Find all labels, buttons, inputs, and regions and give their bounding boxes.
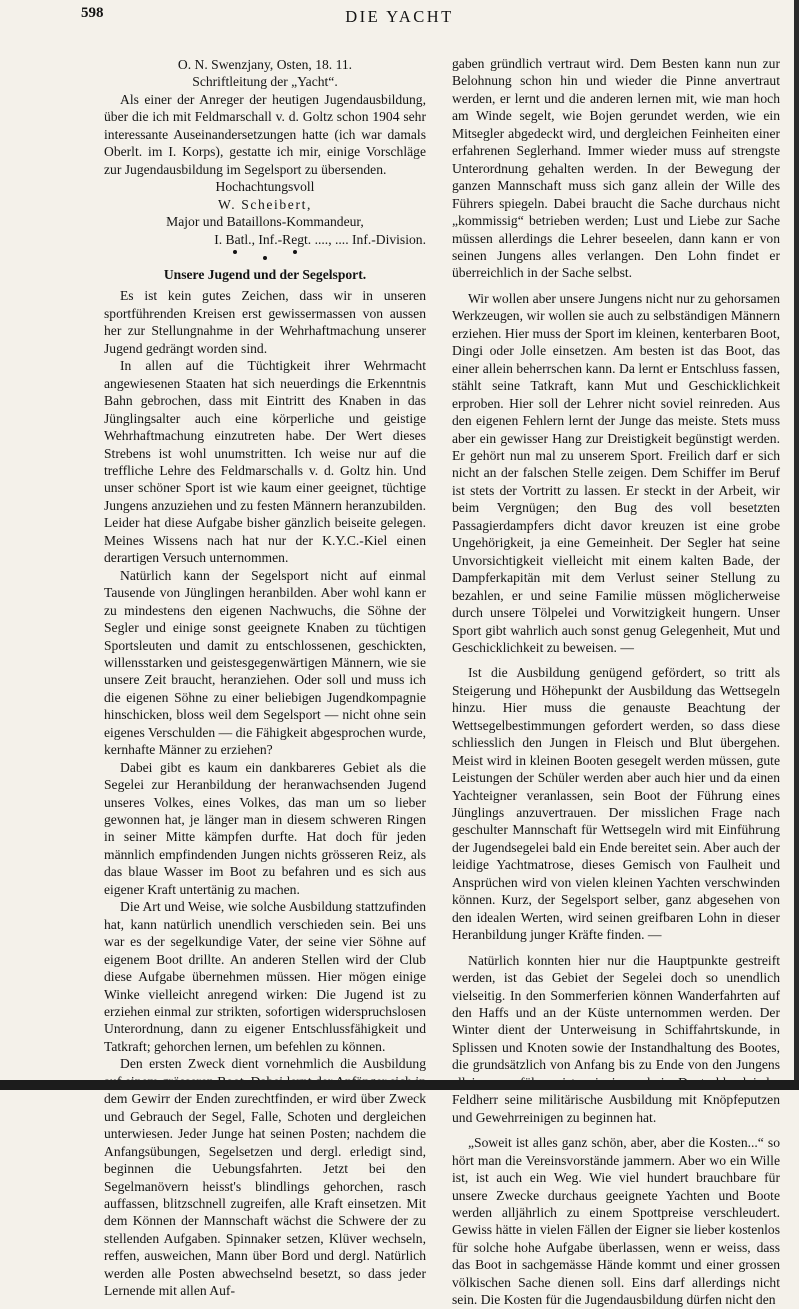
paragraph: Es ist kein gutes Zeichen, dass wir in unseren sportführenden Kreisen erst gewissermassen von aussen her zur Stellungnahme in der Wehrhaftmachung unserer Jugend gedrängt worden sind. (104, 288, 426, 356)
paragraph: Den ersten Zweck dient vornehmlich die Ausbildung dem Gewirr der Enden zurechtfinden, er wird über Zweck und Gebrauch der Segel, Falle, Schoten und dergleichen unterwiesen. Jeder Junge hat seinen Posten; nachdem die Anfangsübungen, Segelsetzen und dergl. erledigt sind, beginnen die Uebungsfahrten. Jetzt bei den Segelmanövern heisst's blindlings gehorchen, rasch auffassen, blitzschnell zugreifen, alle Kraft einsetzen. Mit dem Können der Mannschaft wächst die Schwere der zu stellenden Aufgaben. Spinnaker setzen, Klüver wechseln, reffen, ausweichen, Mann über Bord und dergl. Natürlich werden alle Posten abwechselnd besetzt, so dass jeder Lernende mit allen Auf- (104, 1056, 426, 1299)
right-column (452, 55, 780, 1309)
paragraph: Natürlich kann der Segelsport nicht auf einmal Tausende von Jünglingen heranbilden. Aber wohl kann er zu mindestens den eigenen Nachwuchs, die Söhne der Segler und einige sonst geeignete Knaben zu tüchtigen Sportsleuten und damit zu entschlossenen, geschickten, willensstarken und geistesgegenwärtigen Männern, wie sie unsere Zeit braucht, heranziehen. Oder soll und muss ich die eigenen Söhne zu einer beliebigen Jugendkompagnie hinschicken, bloss weil dem Segelsport — nicht ohne sein eigenes Verschulden — die Fähigkeit abgesprochen wurde, kernhafte Männer zu erziehen? (104, 567, 426, 758)
article-title: Unsere Jugend und der Segelsport. (163, 266, 367, 282)
letter-dateline: O. N. Swenzjany, Osten, 18. 11. (177, 57, 353, 72)
left-article-body (104, 287, 426, 1299)
paragraph: gaben gründlich vertraut wird. Dem Besten kann nun zur Belohnung schon hin und wieder die Pinne anvertraut werden, er lernt und die anderen lernen mit, wie man hoch am Winde segelt, wie Bojen gerundet werden, wie ein Mitsegler abgedeckt wird, und dergleichen Feinheiten einer erfahrenen Seglerhand. Immer wieder muss auf strengste Unterordnung gehalten werden. In der Bewegung der ganzen Mannschaft muss sich ganz allein der Wille des Führers spiegeln. Dabei braucht die Sache durchaus nicht „kommissig“ betrieben werden; Lust und Liebe zur Sache müssen allerdings die Lehrer beseelen, dann kann er von seinen Jungens alles verlangen. Den Lohn findet er überreichlich in der Sache selbst. (452, 56, 780, 281)
paragraph: In allen auf die Tüchtigkeit ihrer Wehrmacht angewiesenen Staaten hat sich neuerdings die Erkenntnis Bahn gebrochen, dass mit Eintritt des Knaben in das Jünglingsalter auch eine körperliche und geistige Wehrhaftmachung einzutreten habe. Der Wert dieses Strebens ist wohl unumstritten. Ich weise nur auf die treffliche Lehre des Feldmarschalls v. d. Goltz hin. Und unser schöner Sport ist wie kaum einer geeignet, tüchtige Jungens anzuziehen und zu festen Männern heranzubilden. Leider hat diese Aufgabe bisher gänzlich beiseite gelegen. Meines Wissens nach hat nur der K.Y.C.-Kiel einen derartigen Versuch unternommen. (104, 358, 426, 566)
paragraph: Natürlich konnten hier nur die Hauptpunkte gestreift werden, ist das Gebiet der Segelei doch so unendlich vielseitig. In den Sommerferien können Wanderfahrten auf den Haffs und an der Küste unternommen werden. Der Winter dient der Unterweisung in Schiffahrtskunde, in Splissen und Knoten sowie der Instandhaltung des Bootes, die grundsätzlich von Anfang bis zu Ende von den Jungens Feldherr seine militärische Ausbildung mit Knöpfeputzen und Gewehrreinigen zu beginnen hat. (452, 952, 780, 1125)
paragraph: Ist die Ausbildung genügend gefördert, so tritt als Steigerung und Höhepunkt der Ausbildung das Wettsegeln hinzu. Hier muss die genauste Beachtung der Wettsegelbestimmungen gefordert werden, so dass diese schliesslich den Jungen in Fleisch und Blut übergehen. Meist wird in kleinen Booten gesegelt werden müssen, gute Leistungen der Schüler werden aber auch hier und da einen Yachteigner veranlassen, sein Boot der Führung eines Jünglings anzuvertrauen. Der misslichen Frage nach geschulter Mannschaft für Wettsegeln wird mit Einführung der Jugendsegelei bald ein Ende bereitet sein. Aber auch der leidige Yachtmatrose, dieses Gemisch von Faulheit und Ansprüchen wird von vielen kleinen Yachten verschwinden können. Kurz, der Segelsport selber, ganz abgesehen von den idealen Werten, wird seinen greifbaren Lohn in dieser Heranbildung junger Kräfte finden. — (452, 665, 780, 943)
journal-title: DIE YACHT (345, 7, 454, 26)
paragraph: Die Art und Weise, wie solche Ausbildung stattzufinden hat, kann natürlich unendlich verschieden sein. Bei uns war es der segelkundige Vater, der seine vier Söhne auf eigenem Boot drillte. An anderen Stellen wird der Club diese Aufgabe übernehmen müssen. Hier mögen einige Winke vielleicht anregend wirken: Die Jugend ist zu erziehen einmal zur strikten, sofortigen widerspruchslosen Unterordnung, dann zu eigener Entschlussfähigkeit und Tatkraft; gehorchen lernen, um befehlen zu können. (104, 899, 426, 1054)
paragraph: Wir wollen aber unsere Jungens nicht nur zu gehorsamen Werkzeugen, wir wollen sie auch zu selbständigen Männern erziehen. Hier muss der Sport im kleinen, kenterbaren Boot, Dingi oder Jolle einsetzen. Am besten ist das Boot, das einer allein beherrschen kann. Da lernt er Entschluss fassen, stählt seine Tatkraft, kann Mut und Geschicklichkeit erproben. Hier soll der Lehrer nicht soviel reinreden. Aus den eigenen Fehlern lernt der Junge das meiste. Stets muss aber ein gewisser Hang zur Dreistigkeit begünstigt werden. Er gehört nun mal zu unserem Sport. Freilich darf er sich nicht an der falschen Stelle zeigen. Dem Schiffer im Beruf ist stets der Vortritt zu lassen. Er steckt in der Arbeit, wir beim Vergnügen; den Bug des voll besetzten Passagierdampfers dicht davor kreuzen ist eine grobe Ungehörigkeit, ja eine Gemeinheit. Der Segler hat seine Unvorsichtigkeit vielleicht mit einem kalten Bade, der Dampferkapitän mit dem Verlust seiner Stellung zu bezahlen, er und seine Familie müssen möglicherweise durch unsere Tölpelei und Vorwitzigkeit hungern. Unser Sport gibt wahrlich auch sonst genug Gelegenheit, Mut und Geschicklichkeit zu beweisen. — (452, 290, 780, 655)
letter-rank: Major und Bataillons-Kommandeur, (166, 214, 364, 230)
paragraph: „Soweit ist alles ganz schön, aber, aber die Kosten...“ so hört man die Vereinsvorstände jammern. Aber wo ein Wille ist, ist auch ein Weg. Wie viel hundert brauchbare für unsere Zwecke durchaus geeignete Yachten und Boote werden alljährlich zu einem Spottpreise verschleudert. Gewiss hätte in vielen Fällen der Eigner sie lieber kostenlos für solche hohe Aufgabe überlassen, wenn er weiss, dass das Boot in sachgemässe Hände kommt und einer grossen völkischen Sache dienen soll. Eins darf allerdings nicht sein. Die Kosten für die Jugendausbildung dürfen nicht den (452, 1135, 780, 1308)
separator-dot (233, 250, 237, 254)
separator-dot (263, 256, 267, 260)
left-column (104, 56, 426, 1300)
letter-addressee: Schriftleitung der „Yacht“. (192, 74, 338, 90)
scan-edge (794, 0, 799, 1090)
separator-dot (293, 250, 297, 254)
section-separator (104, 250, 426, 260)
letter-unit: I. Batl., Inf.-Regt. ...., .... Inf.-Division. (214, 231, 426, 247)
letter-signature: W. Scheibert, (218, 196, 312, 212)
page-number: 598 (81, 5, 104, 21)
paragraph: Dabei gibt es kaum ein dankbareres Gebiet als die Segelei zur Heranbildung der heranwachsenden Jugend unseres Volkes, eines Volkes, das man um so lieber gewonnen hat, je länger man in diesem schweren Ringen in seiner Mitte kämpfen durfte. Hat doch für jeden männlich empfindenden Jungen nichts grösseren Reiz, als das blaue Wasser im Boot zu befahren und es sich aus eigener Kraft untertänig zu machen. (104, 759, 426, 897)
letter-to-editor (104, 56, 426, 248)
scan-bottom-edge (0, 1080, 799, 1090)
letter-closing: Hochachtungsvoll (215, 179, 315, 195)
letter-body: Als einer der Anreger der heutigen Jugendausbildung, über die ich mit Feldmarschall v. d. Goltz schon 1904 sehr interessante Auseinandersetzungen hatte (ich war damals Oberlt. im I. Korps), gestatte ich mir, einige Vorschläge zur Jugendausbildung im Segelsport zu übersenden. (104, 91, 426, 177)
